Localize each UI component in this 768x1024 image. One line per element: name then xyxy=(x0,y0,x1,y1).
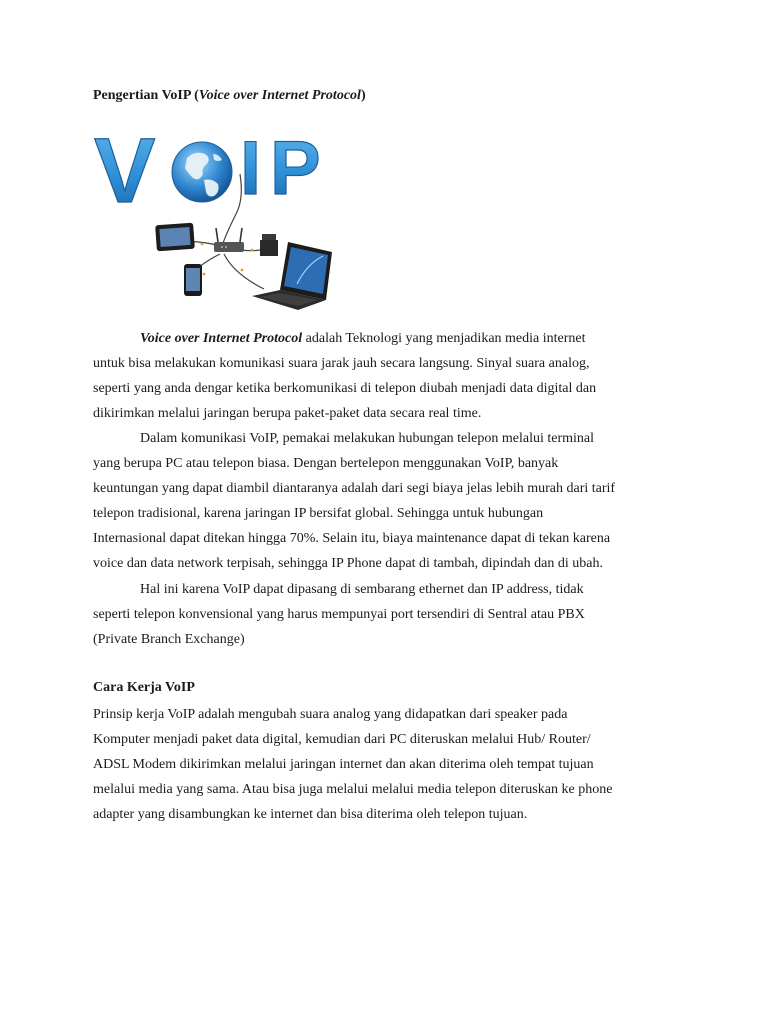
paragraph-line: Dalam komunikasi VoIP, pemakai melakukan hubungan telepon melalui terminal xyxy=(140,431,594,446)
title-italic: Voice over Internet Protocol xyxy=(198,88,361,103)
paragraph-definition xyxy=(93,326,685,426)
title-prefix: Pengertian VoIP ( xyxy=(93,88,199,103)
paragraph-ethernet xyxy=(93,577,685,652)
paragraph-line xyxy=(93,326,685,351)
paragraph-how-it-works xyxy=(93,702,685,827)
logo-letter-v: V xyxy=(94,120,156,222)
paragraph-line-text: adalah Teknologi yang menjadikan media internet xyxy=(302,331,586,346)
paragraph-line: seperti telepon konvensional yang harus mempunyai port tersendiri di Sentral atau PBX xyxy=(93,607,585,622)
title-suffix: ) xyxy=(360,88,366,103)
logo-letter-i: I xyxy=(240,126,262,211)
paragraph-advantages xyxy=(93,426,685,576)
paragraph-line: telepon tradisional, karena jaringan IP bersifat global. Sehingga untuk hubungan xyxy=(93,506,544,521)
tablet-icon xyxy=(155,223,195,252)
router-icon xyxy=(214,228,244,252)
paragraph-line: Hal ini karena VoIP dapat dipasang di sembarang ethernet dan IP address, tidak xyxy=(140,582,584,597)
page-title xyxy=(93,88,366,104)
logo-letter-p: P xyxy=(270,126,321,211)
section-heading: Cara Kerja VoIP xyxy=(93,680,195,695)
paragraph-line: (Private Branch Exchange) xyxy=(93,632,245,647)
paragraph-line: keuntungan yang dapat diambil diantaranya adalah dari segi biaya jelas lebih murah dari tarif xyxy=(93,481,616,496)
term-voip: Voice over Internet Protocol xyxy=(140,331,303,346)
paragraph-line: ADSL Modem dikirimkan melalui jaringan internet dan akan diterima oleh tempat tujuan xyxy=(93,757,594,772)
voip-illustration xyxy=(92,114,354,320)
paragraph-line: melalui media yang sama. Atau bisa juga melalui melalui media telepon diteruskan ke phone xyxy=(93,782,613,797)
paragraph-line: dikirimkan melalui jaringan berupa paket-paket data secara real time. xyxy=(93,406,482,421)
smartphone-icon xyxy=(184,264,202,296)
paragraph-line: Komputer menjadi paket data digital, kemudian dari PC diteruskan melalui Hub/ Router/ xyxy=(93,732,591,747)
paragraph-line: yang berupa PC atau telepon biasa. Dengan bertelepon menggunakan VoIP, banyak xyxy=(93,456,559,471)
paragraph-line: adapter yang disambungkan ke internet dan bisa diterima oleh telepon tujuan. xyxy=(93,807,528,822)
globe-icon xyxy=(172,142,232,202)
paragraph-line: voice dan data network terpisah, sehingga IP Phone dapat di tambah, dipindah dan di ubah. xyxy=(93,556,603,571)
paragraph-line: untuk bisa melakukan komunikasi suara jarak jauh secara langsung. Sinyal suara analog, xyxy=(93,356,590,371)
paragraph-line: Prinsip kerja VoIP adalah mengubah suara analog yang didapatkan dari speaker pada xyxy=(93,707,568,722)
desk-phone-icon xyxy=(260,234,278,256)
paragraph-line: seperti yang anda dengar ketika berkomunikasi di telepon diubah menjadi data digital dan xyxy=(93,381,597,396)
paragraph-line: Internasional dapat ditekan hingga 70%. Selain itu, biaya maintenance dapat di tekan karena xyxy=(93,531,611,546)
